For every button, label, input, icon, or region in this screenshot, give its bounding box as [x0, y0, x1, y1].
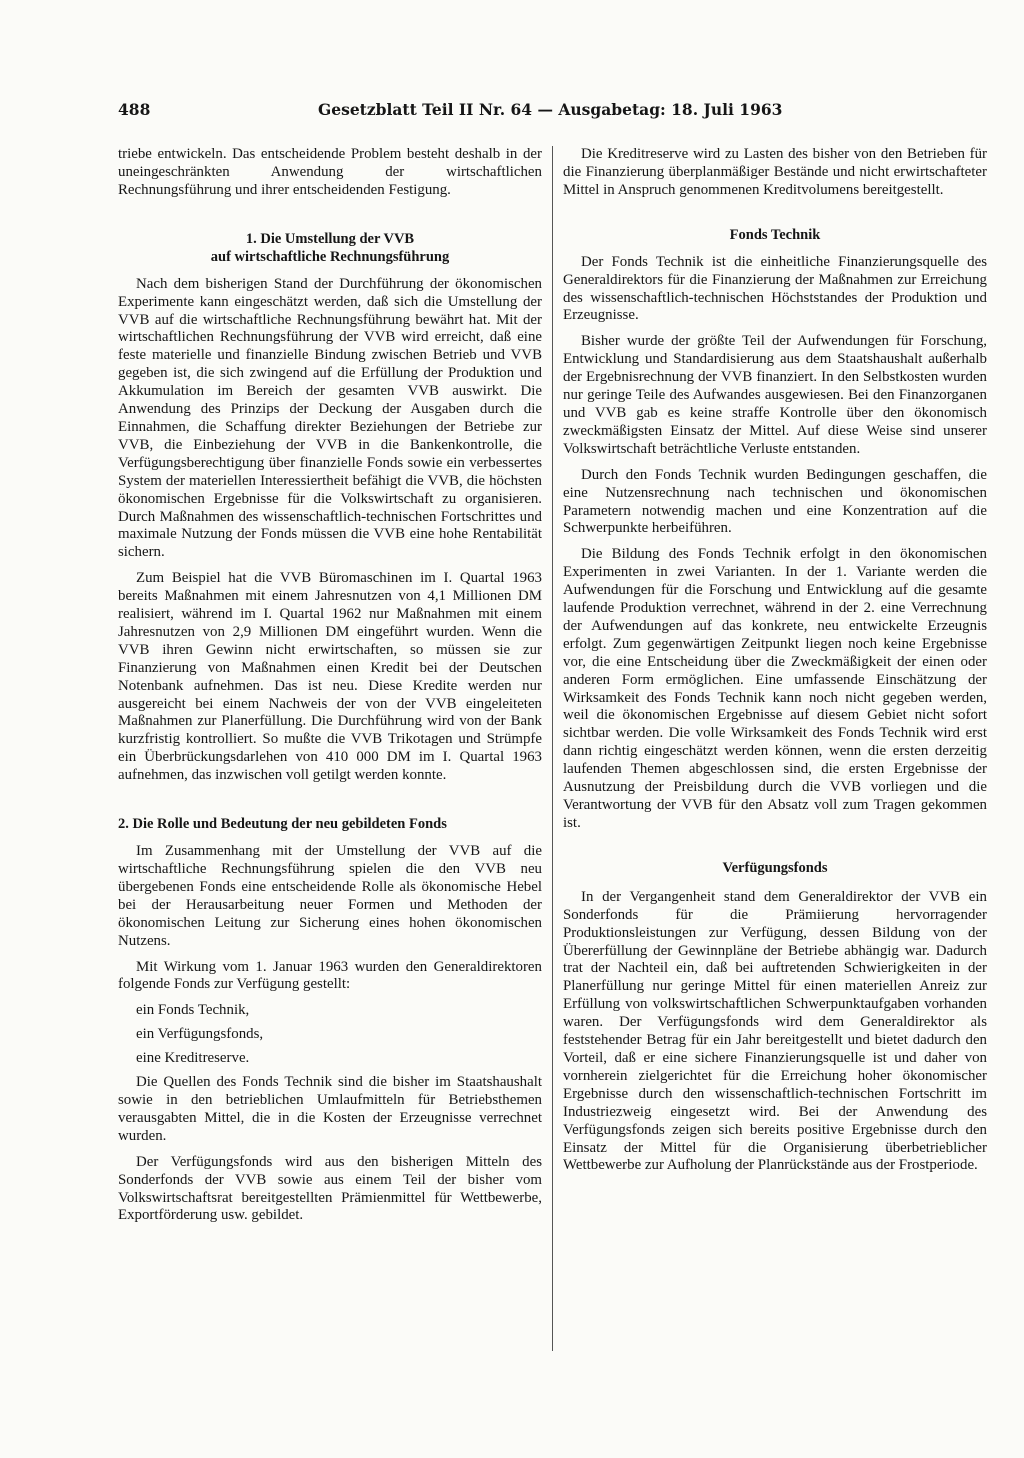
left-intro-paragraph: triebe entwickeln. Das entscheidende Problem besteht deshalb in der uneingeschränkten Anwendung der wirtschaftlichen Rechnungsführung und ihrer entscheidenden Festigung. [118, 146, 542, 198]
page-number: 488 [118, 100, 151, 119]
section-heading-1 [118, 230, 542, 266]
left-paragraph-3: Im Zusammenhang mit der Umstellung der VVB auf die wirtschaftliche Rechnungsführung spielen die den VVB neu übergebenen Fonds eine entscheidende Rolle als ökonomische Hebel bei der Herausarbeitung neuer Formen und Methoden der ökonomischen Leitung zur Sicherung eines hohen ökonomischen Nutzens. [118, 843, 542, 949]
heading-verfuegungsfonds: Verfügungsfonds [722, 859, 828, 876]
right-column [563, 146, 987, 1183]
left-paragraph-5: Die Quellen des Fonds Technik sind die bisher im Staatshaushalt sowie in den betrieblichen Umlaufmitteln für Betriebsthemen verausgabten Mittel, die in die Kosten der Erzeugnisse verrechnet wurden. [118, 1074, 542, 1144]
page-header [118, 100, 808, 126]
section-heading-2: 2. Die Rolle und Bedeutung der neu gebildeten Fonds [118, 816, 447, 833]
right-paragraph-2: Bisher wurde der größte Teil der Aufwendungen für Forschung, Entwicklung und Standardisierung aus dem Staatshaushalt außerhalb der Ergebnisrechnung der VVB finanziert. In den Selbstkosten wurden nur geringe Teile des Aufwandes ausgewiesen. Bei den Finanzorganen und VVB gab es keine straffe Kontrolle über den ökonomisch zweckmäßigsten Einsatz der Mittel. Auf diese Weise sind unserer Volkswirtschaft beträchtliche Verluste entstanden. [563, 333, 987, 457]
section-heading-1-line-2: auf wirtschaftliche Rechnungsführung [210, 248, 450, 265]
list-item: eine Kreditreserve. [136, 1050, 250, 1067]
right-paragraph-3: Durch den Fonds Technik wurden Bedingungen geschaffen, die eine Nutzensrechnung nach technischen und ökonomischen Parametern notwendig machen und eine Konzentration auf die Schwerpunkte herbeiführen. [563, 466, 987, 537]
left-column [118, 146, 542, 1233]
list-item: ein Verfügungsfonds, [136, 1026, 264, 1043]
right-paragraph-4: Die Bildung des Fonds Technik erfolgt in den ökonomischen Experimenten in zwei Varianten. In der 1. Variante werden die Aufwendungen für die Forschung und Entwicklung auf die gesamte laufende Produktion verrechnet, während in der 2. eine Verrechnung der Aufwendungen auf das konkrete, neu entwickelte Erzeugnis erfolgt. Zum gegenwärtigen Zeitpunkt liegen noch keine Ergebnisse vor, die eine Entscheidung über die Zweckmäßigkeit der einen oder anderen Form ermöglichen. Eine umfassende Einschätzung der Wirksamkeit des Fonds Technik kann noch nicht gegeben werden, weil die ökonomischen Ergebnisse auf diesem Gebiet nicht sofort sichtbar werden. Die volle Wirksamkeit des Fonds Technik wird erst dann richtig eingeschätzt werden können, wenn die ersten derzeitig laufenden Themen abgeschlossen sind, die ersten Ergebnisse der Ausnutzung der Preisbildung durch die VVB vorliegen und die Verantwortung der VVB für den Absatz voll zum Tragen gekommen ist. [563, 546, 987, 831]
left-paragraph-2: Zum Beispiel hat die VVB Büromaschinen im I. Quartal 1963 bereits Maßnahmen mit einem Jahresnutzen von 4,1 Millionen DM realisiert, während im I. Quartal 1962 nur Maßnahmen mit einem Jahresnutzen von 2,9 Millionen DM eingeführt wurden. Wenn die VVB ihren Gewinn nicht erwirtschaften, so müssen sie zur Finanzierung von Maßnahmen einen Kredit bei der Deutschen Notenbank aufnehmen. Das ist neu. Diese Kredite werden nur ausgereicht bei einem Nachweis der von der VVB eingeleiteten Maßnahmen zur Planerfüllung. Die Durchführung wird von der Bank kurzfristig kontrolliert. So mußte die VVB Trikotagen und Strümpfe ein Überbrückungsdarlehen von 410 000 DM im I. Quartal 1963 aufnehmen, das inzwischen voll getilgt werden konnte. [118, 570, 542, 784]
header-title: Gesetzblatt Teil II Nr. 64 — Ausgabetag: 18. Juli 1963 [318, 100, 783, 119]
right-paragraph-5: In der Vergangenheit stand dem Generaldirektor der VVB ein Sonderfonds für die Prämiierung hervorragender Produktionsleistungen zur Verfügung, dessen Bildung von der Übererfüllung der Gewinnpläne der Betriebe abhängig war. Dadurch trat der Nachteil ein, daß bei auftretenden Schwierigkeiten in der Planerfüllung nur geringe Mittel für einen materiellen Anreiz zur Erfüllung von volkswirtschaftlichen Schwerpunktaufgaben vorhanden waren. Der Verfügungsfonds wird dem Generaldirektor als feststehender Betrag für ein Jahr bereitgestellt und bietet dadurch den Vorteil, daß er eine sichere Finanzierungsquelle ist und daher von vornherein zielgerichtet für die Erreichung hoher ökonomischer Ergebnisse durch den wissenschaftlich-technischen Fortschritt im Industriezweig eingesetzt wird. Bei der Anwendung des Verfügungsfonds zeigen sich bereits positive Ergebnisse durch den Einsatz der Mittel für die Organisierung überbetrieblicher Wettbewerbe zur Aufholung der Planrückstände aus der Frostperiode. [563, 888, 987, 1174]
column-divider [552, 146, 553, 1351]
left-paragraph-6: Der Verfügungsfonds wird aus den bisherigen Mitteln des Sonderfonds der VVB sowie aus einem Teil der bisher vom Volkswirtschaftsrat bereitgestellten Prämienmittel für Wettbewerbe, Exportförderung usw. gebildet. [118, 1153, 542, 1224]
right-intro-paragraph: Die Kreditreserve wird zu Lasten des bisher von den Betrieben für die Finanzierung überplanmäßiger Bestände und nicht erwirtschafteter Mittel in Anspruch genommenen Kreditvolumens bereitgestellt. [563, 146, 987, 198]
section-heading-1-line-1: 1. Die Umstellung der VVB [245, 230, 415, 247]
heading-fonds-technik: Fonds Technik [729, 226, 821, 243]
left-paragraph-4: Mit Wirkung vom 1. Januar 1963 wurden den Generaldirektoren folgende Fonds zur Verfügung gestellt: [118, 958, 542, 993]
right-paragraph-1: Der Fonds Technik ist die einheitliche Finanzierungsquelle des Generaldirektors für die Finanzierung der Maßnahmen zur Erreichung des wissenschaftlich-technischen Höchststandes der Produktion und Erzeugnisse. [563, 253, 987, 324]
left-paragraph-1: Nach dem bisherigen Stand der Durchführung der ökonomischen Experimente kann eingeschätzt werden, daß sich die Umstellung der VVB auf die wirtschaftliche Rechnungsführung bewährt hat. Mit der wirtschaftlichen Rechnungsführung der VVB wird erreicht, daß eine feste materielle und finanzielle Bindung zwischen Betrieb und VVB gegeben ist, die sich zwingend auf die Erfüllung der Produktion und Akkumulation im Bereich der gesamten VVB auswirkt. Die Anwendung des Prinzips der Deckung der Ausgaben durch die Einnahmen, die Schaffung direkter Beziehungen der Betriebe zur VVB, die Einbeziehung der VVB in die Bankenkontrolle, die Verfügungsberechtigung über finanzielle Fonds sowie ein verbessertes System der materiellen Interessiertheit befähigt die VVB, die höchsten ökonomischen Ergebnisse für die Volkswirtschaft zu organisieren. Durch Maßnahmen des wissenschaftlich-technischen Fortschrittes und maximale Nutzung der Fonds müssen die VVB eine hohe Rentabilität sichern. [118, 275, 542, 561]
list-item: ein Fonds Technik, [136, 1002, 250, 1019]
